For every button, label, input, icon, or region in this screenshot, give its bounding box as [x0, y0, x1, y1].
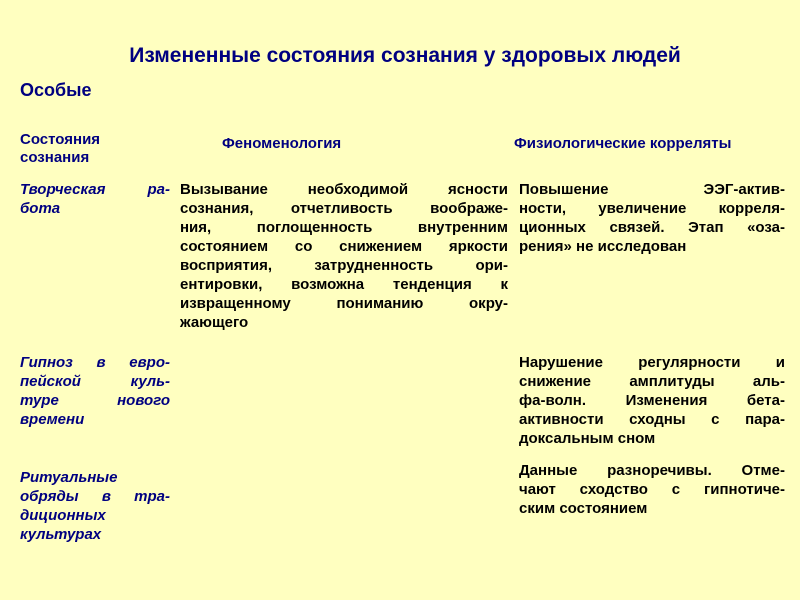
row-2-state-line: туре нового — [20, 392, 170, 409]
row-3-state-line: Ритуальные — [20, 469, 118, 486]
row-2-physiology — [519, 353, 785, 448]
row-3-state — [20, 468, 170, 544]
row-2-physiology-line: фа-волн. Изменения бета- — [519, 392, 785, 409]
row-3-physiology-line: ским состоянием — [519, 500, 648, 517]
row-1-state-line: бота — [20, 200, 61, 217]
section-subtitle: Особые — [20, 80, 92, 100]
row-1-phenomenology-line: Вызывание необходимой ясности — [180, 181, 508, 198]
row-1-physiology-line: ционных связей. Этап «оза- — [519, 219, 785, 236]
row-1-state-line: Творческая ра- — [20, 181, 170, 198]
row-2-state-line: пейской куль- — [20, 373, 170, 390]
column-header-states-line: Состояния — [20, 131, 101, 148]
row-1-physiology — [519, 180, 785, 256]
row-1-phenomenology-line: ния, поглощенность внутренним — [180, 219, 508, 236]
column-header-states-line: сознания — [20, 149, 90, 166]
row-1-phenomenology-line: состоянием со снижением яркости — [180, 238, 508, 255]
row-2-physiology-line: Нарушение регулярности и — [519, 354, 785, 371]
column-header-physiology: Физиологические корреляты — [514, 135, 732, 152]
row-1-phenomenology-line: ентировки, возможна тенденция к — [180, 276, 508, 293]
page-title: Измененные состояния сознания у здоровых людей — [129, 44, 681, 67]
row-2-state-line: времени — [20, 411, 85, 428]
row-1-physiology-line: ности, увеличение корреля- — [519, 200, 785, 217]
row-1-phenomenology — [180, 180, 508, 332]
row-3-physiology-line: Данные разноречивы. Отме- — [519, 462, 785, 479]
row-3-state-line: диционных — [20, 507, 106, 524]
row-2-state-line: Гипноз в евро- — [20, 354, 170, 371]
row-2-physiology-line: снижение амплитуды аль- — [519, 373, 785, 390]
column-header-phenomenology: Феноменология — [222, 135, 342, 152]
row-2-physiology-line: доксальным сном — [519, 430, 656, 447]
row-1-physiology-line: Повышение ЭЭГ-актив- — [519, 181, 785, 198]
row-1-phenomenology-line: восприятия, затрудненность ори- — [180, 257, 508, 274]
column-header-states — [20, 131, 170, 167]
row-1-phenomenology-line: извращенному пониманию окру- — [180, 295, 508, 312]
row-3-physiology-line: чают сходство с гипнотиче- — [519, 481, 785, 498]
row-1-phenomenology-line: жающего — [180, 314, 249, 331]
row-3-state-line: обряды в тра- — [20, 488, 170, 505]
row-1-physiology-line: рения» не исследован — [519, 238, 687, 255]
row-1-phenomenology-line: сознания, отчетливость воображе- — [180, 200, 508, 217]
row-2-state — [20, 353, 170, 429]
row-2-physiology-line: активности сходны с пара- — [519, 411, 785, 428]
row-3-state-line: культурах — [20, 526, 102, 543]
row-3-physiology — [519, 461, 785, 518]
row-1-state — [20, 180, 170, 218]
